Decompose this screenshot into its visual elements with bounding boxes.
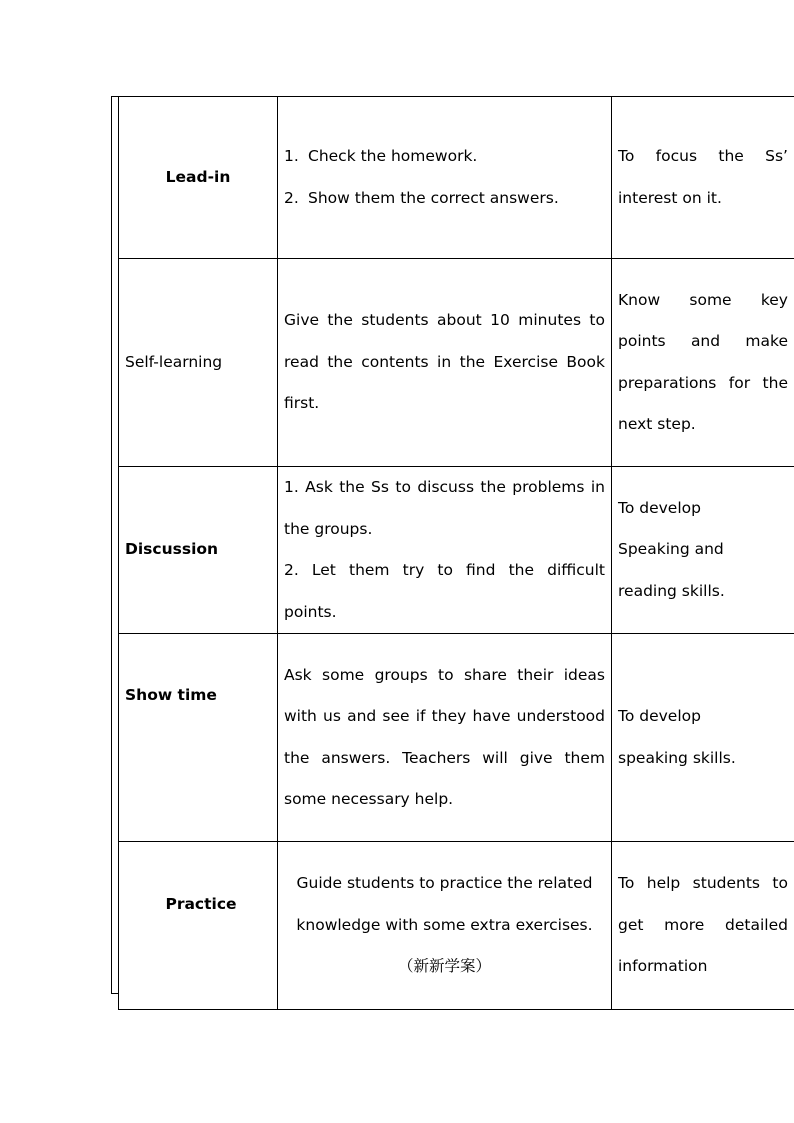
table-outer-border-bottom: [111, 993, 118, 994]
table-outer-border-left: [111, 96, 112, 994]
purpose-text: To focus the Ss’ interest on it.: [618, 147, 788, 207]
list-item: 1. Ask the Ss to discuss the problems in the groups.: [284, 478, 605, 538]
activity-text: Check the homework.: [308, 147, 478, 165]
table-row: [119, 842, 794, 1010]
step-cell: [119, 842, 278, 1010]
table-row: [119, 634, 794, 842]
purpose-text: To develop Speaking and reading skills.: [618, 498, 725, 600]
step-label: Lead-in: [165, 167, 231, 186]
lesson-plan-table: [118, 96, 794, 1010]
activity-text: Ask some groups to share their ideas with us and see if they have understood the answers. Teachers will give them some necessary help.: [284, 665, 605, 808]
activity-cell: [278, 467, 612, 634]
purpose-cell: [612, 467, 794, 634]
list-item: 1. Check the homework.: [284, 147, 478, 165]
activity-text: Guide students to practice the related knowledge with some extra exercises.: [296, 874, 593, 934]
table-row: [119, 97, 794, 259]
activity-text: Show them the correct answers.: [308, 188, 559, 207]
step-cell: [119, 259, 278, 467]
purpose-cell: [612, 634, 794, 842]
step-cell: [119, 97, 278, 259]
activity-text: Give the students about 10 minutes to read the contents in the Exercise Book first.: [284, 311, 605, 413]
purpose-text: Know some key points and make preparations for the next step.: [618, 290, 788, 433]
activity-cell: [278, 634, 612, 842]
activity-cell: [278, 842, 612, 1010]
step-cell: [119, 634, 278, 842]
step-cell: [119, 467, 278, 634]
list-item: 2. Show them the correct answers.: [284, 188, 559, 207]
purpose-text: To help students to get more detailed information: [618, 874, 788, 976]
step-label: Discussion: [125, 540, 219, 559]
table-row: [119, 259, 794, 467]
purpose-text: To develop speaking skills.: [618, 707, 736, 767]
activity-note: （新新学案）: [397, 957, 491, 976]
step-label: Practice: [165, 895, 237, 913]
step-label: Show time: [125, 686, 217, 704]
list-item: 2. Let them try to find the difficult points.: [284, 561, 605, 621]
purpose-cell: [612, 259, 794, 467]
step-label: Self-learning: [125, 352, 223, 371]
table-row: [119, 467, 794, 634]
activity-cell: [278, 97, 612, 259]
activity-cell: [278, 259, 612, 467]
purpose-cell: [612, 842, 794, 1010]
purpose-cell: [612, 97, 794, 259]
